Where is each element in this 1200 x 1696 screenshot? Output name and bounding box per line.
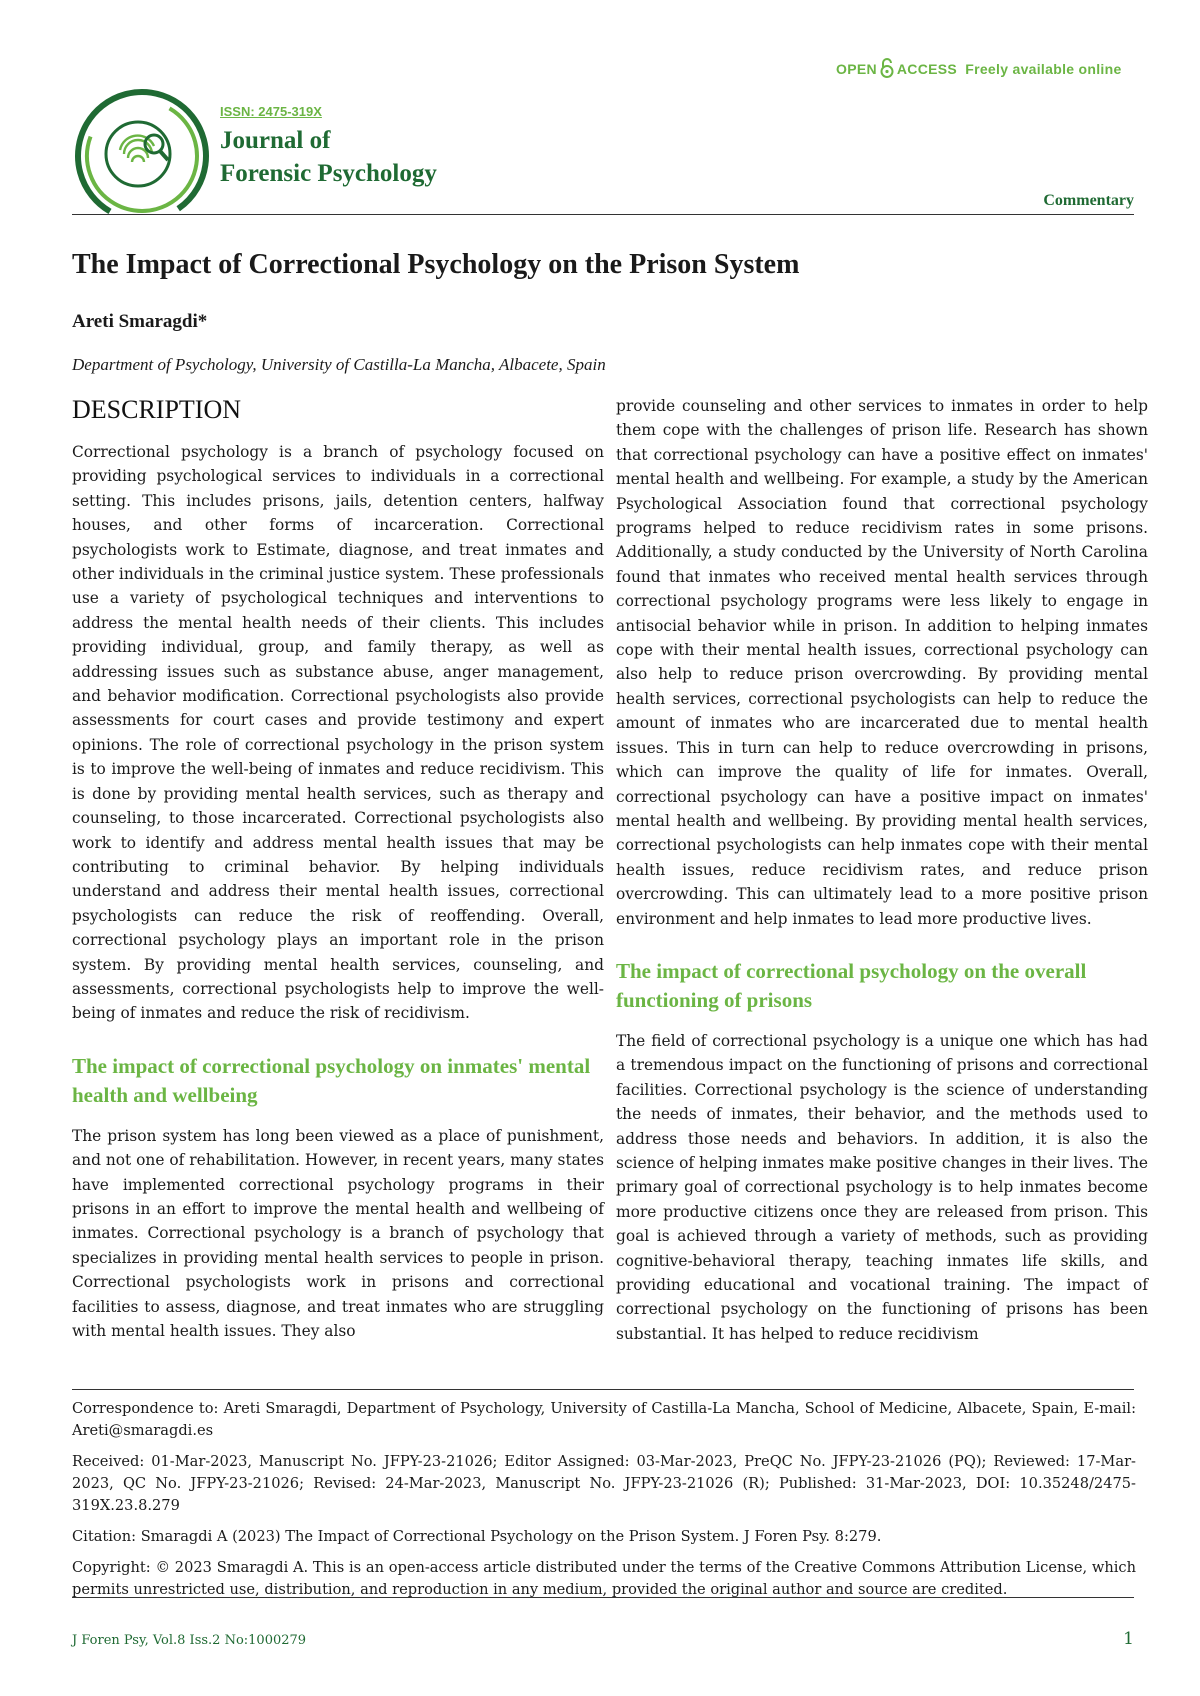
open-access-badge (836, 58, 1136, 81)
section2-paragraph: The field of correctional psychology is a unique one which has had a tremendous impact on the functioning of prisons and correctional facilities. Correctional psychology is the science of understanding the needs of inmates, their behavior, and the methods used to address those needs and behaviors. In addition, it is also the science of helping inmates make positive changes in their lives. The primary goal of correctional psychology is to help inmates become more productive citizens once they are released from prison. This goal is achieved through a variety of methods, such as providing cognitive-behavioral therapy, teaching inmates life skills, and providing educational and vocational training. The impact of correctional psychology on the functioning of prisons has been substantial. It has helped to reduce recidivism (616, 1031, 1148, 1343)
journal-title (220, 124, 437, 190)
copyright-text: © 2023 Smaragdi A. This is an open-access article distributed under the terms of the Creative Commons Attribution License, which permits unrestricted use, distribution, and reproduction in any medium, provided the original author and source are credited. (72, 1559, 1137, 1598)
open-lock-icon (880, 58, 894, 81)
citation-text: Smaragdi A (2023) The Impact of Correctional Psychology on the Prison System. J Foren Psy. 8:279. (140, 1528, 882, 1545)
received-text: 01-Mar-2023, Manuscript No. JFPY-23-21026; Editor Assigned: 03-Mar-2023, PreQC No. JFPY-23-21026 (PQ); Reviewed: 17-Mar-2023, QC No. JFPY-23-21026; Revised: 24-Mar-2023, Manuscript No. JFPY-23-21026 (R); Published: 31-Mar-2023, DOI: 10.35248/2475-319X.23.8.279 (72, 1453, 1136, 1514)
copyright-note (72, 1557, 1136, 1601)
citation-note (72, 1526, 1136, 1548)
journal-title-line2: Forensic Psychology (220, 160, 437, 187)
open-label: OPEN (836, 61, 877, 77)
citation-label: Citation: (72, 1528, 137, 1545)
notes-divider-top (72, 1389, 1134, 1390)
correspondence-note (72, 1398, 1136, 1442)
section1-heading: The impact of correctional psychology on inmates' mental health and wellbeing (72, 1053, 591, 1107)
section2-heading: The impact of correctional psychology on the overall functioning of prisons (616, 958, 1087, 1012)
journal-title-line1: Journal of (220, 127, 331, 154)
footer-journal-ref: J Foren Psy, Vol.8 Iss.2 No:1000279 (72, 1633, 307, 1648)
author-affiliation: Department of Psychology, University of Castilla-La Mancha, Albacete, Spain (72, 355, 606, 374)
article-title: The Impact of Correctional Psychology on the Prison System (72, 249, 800, 280)
issn-link[interactable]: ISSN: 2475-319X (220, 104, 322, 119)
description-heading: DESCRIPTION (72, 395, 242, 424)
correspondence-text: Areti Smaragdi, Department of Psychology, University of Castilla-La Mancha, School of Medicine, Albacete, Spain, E-mail: Areti@smaragdi.es (72, 1400, 1137, 1439)
copyright-label: Copyright: (72, 1559, 151, 1576)
section1-paragraph-left: The prison system has long been viewed as a place of punishment, and not one of rehabilitation. However, in recent years, many states have implemented correctional psychology programs in their prisons in an effort to improve the mental health and wellbeing of inmates. Correctional psychology is a branch of psychology that specializes in providing mental health services to people in prison. Correctional psychologists work in prisons and correctional facilities to assess, diagnose, and treat inmates who are struggling with mental health issues. They also (72, 1126, 604, 1340)
received-label: Received: (72, 1453, 145, 1470)
header-divider (72, 214, 1134, 215)
article-type: Commentary (1043, 192, 1134, 209)
journal-logo (74, 88, 210, 224)
left-column (72, 394, 604, 1343)
notes-divider-bottom (72, 1597, 1134, 1598)
article-notes (72, 1398, 1136, 1610)
right-column (616, 394, 1148, 1346)
article-author: Areti Smaragdi* (72, 311, 208, 332)
freely-available-label: Freely available online (965, 61, 1122, 77)
access-label: ACCESS (896, 61, 958, 77)
correspondence-label: Correspondence to: (72, 1400, 219, 1417)
received-note (72, 1451, 1136, 1517)
section1-paragraph-right: provide counseling and other services to inmates in order to help them cope with the challenges of prison life. Research has shown that correctional psychology can have a positive effect on inmates' mental health and wellbeing. For example, a study by the American Psychological Association found that correctional psychology programs helped to reduce recidivism rates in some prisons. Additionally, a study conducted by the University of North Carolina found that inmates who received mental health services through correctional psychology programs were less likely to engage in antisocial behavior while in prison. In addition to helping inmates cope with their mental health issues, correctional psychology can also help to reduce prison overcrowding. By providing mental health services, correctional psychologists can help to reduce the amount of inmates who are incarcerated due to mental health issues. This in turn can help to reduce overcrowding in prisons, which can improve the quality of life for inmates. Overall, correctional psychology can have a positive impact on inmates' mental health and wellbeing. By providing mental health services, correctional psychologists can help inmates cope with their mental health issues, reduce recidivism rates, and reduce prison overcrowding. This can ultimately lead to a more positive prison environment and help inmates to lead more productive lives. (616, 397, 1148, 928)
description-paragraph: Correctional psychology is a branch of psychology focused on providing psychological services to individuals in a correctional setting. This includes prisons, jails, detention centers, halfway houses, and other forms of incarceration. Correctional psychologists work to Estimate, diagnose, and treat inmates and other individuals in the criminal justice system. These professionals use a variety of psychological techniques and interventions to address the mental health needs of their clients. This includes providing individual, group, and family therapy, as well as addressing issues such as substance abuse, anger management, and behavior modification. Correctional psychologists also provide assessments for court cases and provide testimony and expert opinions. The role of correctional psychology in the prison system is to improve the well-being of inmates and reduce recidivism. This is done by providing mental health services, such as therapy and counseling, to those incarcerated. Correctional psychologists also work to identify and address mental health issues that may be contributing to criminal behavior. By helping individuals understand and address their mental health issues, correctional psychologists can reduce the risk of reoffending. Overall, correctional psychology plays an important role in the prison system. By providing mental health services, counseling, and assessments, correctional psychologists help to improve the well-being of inmates and reduce the risk of recidivism. (72, 443, 604, 1023)
page-number: 1 (1123, 1629, 1134, 1649)
